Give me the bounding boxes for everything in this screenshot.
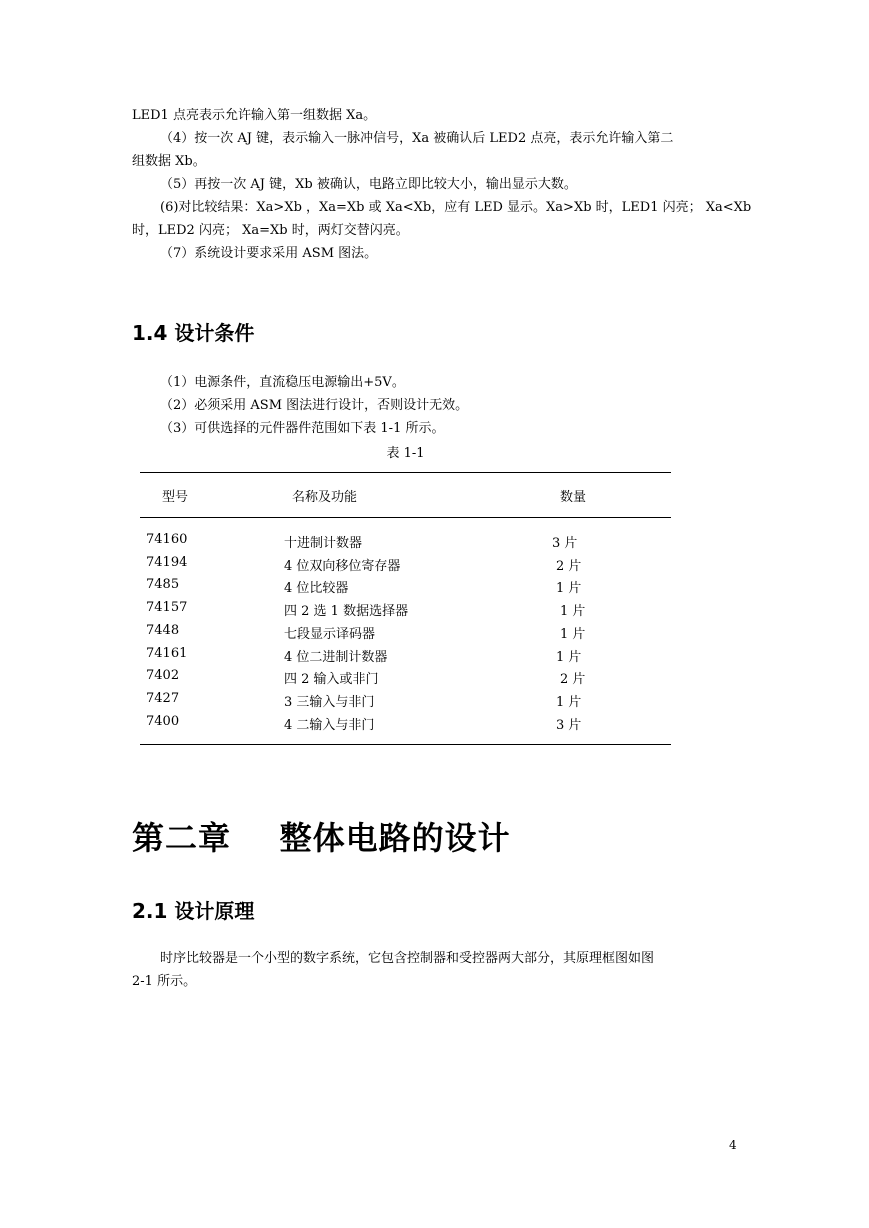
cell-qty: 1 片 (556, 581, 582, 596)
condition-item: （1）电源条件，直流稳压电源输出+5V。 (160, 375, 405, 390)
cell-name: 4 二输入与非门 (284, 718, 375, 733)
cell-name: 四 2 选 1 数据选择器 (284, 604, 409, 619)
cell-qty: 1 片 (556, 695, 582, 710)
chapter-title: 第二章 整体电路的设计 (132, 819, 511, 857)
table-caption: 表 1-1 (386, 446, 425, 461)
paragraph-line: 时序比较器是一个小型的数字系统，它包含控制器和受控器两大部分，其原理框图如图 (160, 951, 655, 966)
cell-qty: 2 片 (556, 559, 582, 574)
table-top-rule (140, 472, 671, 473)
cell-model: 7485 (146, 577, 180, 592)
cell-qty: 3 片 (552, 536, 578, 551)
cell-model: 74194 (146, 555, 188, 570)
table-header-name: 名称及功能 (292, 490, 358, 505)
table-header-rule (140, 517, 671, 518)
cell-qty: 1 片 (556, 650, 582, 665)
paragraph-line: (6)对比较结果：Xa>Xb ，Xa=Xb 或 Xa<Xb，应有 LED 显示。Xa>Xb 时，LED1 闪亮； Xa<Xb (160, 200, 752, 215)
table-header-model: 型号 (162, 490, 189, 505)
condition-item: （2）必须采用 ASM 图法进行设计，否则设计无效。 (160, 398, 469, 413)
paragraph-line: （7）系统设计要求采用 ASM 图法。 (160, 246, 378, 261)
paragraph-line: 2-1 所示。 (132, 974, 197, 989)
cell-model: 7402 (146, 668, 180, 683)
cell-model: 7427 (146, 691, 180, 706)
condition-item: （3）可供选择的元件器件范围如下表 1-1 所示。 (160, 421, 445, 436)
paragraph-line: 组数据 Xb。 (132, 154, 206, 169)
table-header-qty: 数量 (560, 490, 587, 505)
paragraph-line: （4）按一次 AJ 键，表示输入一脉冲信号，Xa 被确认后 LED2 点亮，表示允许输入第二 (160, 131, 674, 146)
cell-name: 四 2 输入或非门 (284, 672, 379, 687)
table-bottom-rule (140, 744, 671, 745)
cell-name: 七段显示译码器 (284, 627, 376, 642)
cell-name: 4 位双向移位寄存器 (284, 559, 401, 574)
cell-qty: 1 片 (560, 604, 586, 619)
page-number: 4 (729, 1138, 737, 1152)
cell-model: 7448 (146, 623, 180, 638)
cell-name: 4 位比较器 (284, 581, 349, 596)
cell-model: 74157 (146, 600, 188, 615)
section-heading-2-1: 2.1 设计原理 (132, 899, 255, 923)
cell-model: 7400 (146, 714, 180, 729)
cell-name: 3 三输入与非门 (284, 695, 375, 710)
cell-qty: 2 片 (560, 672, 586, 687)
paragraph-line: LED1 点亮表示允许输入第一组数据 Xa。 (132, 108, 377, 123)
cell-name: 十进制计数器 (284, 536, 363, 551)
cell-model: 74160 (146, 532, 188, 547)
cell-name: 4 位二进制计数器 (284, 650, 388, 665)
cell-qty: 1 片 (560, 627, 586, 642)
cell-model: 74161 (146, 646, 188, 661)
cell-qty: 3 片 (556, 718, 582, 733)
paragraph-line: 时，LED2 闪亮； Xa=Xb 时，两灯交替闪亮。 (132, 223, 409, 238)
paragraph-line: （5）再按一次 AJ 键，Xb 被确认，电路立即比较大小，输出显示大数。 (160, 177, 577, 192)
section-heading-1-4: 1.4 设计条件 (132, 321, 255, 345)
